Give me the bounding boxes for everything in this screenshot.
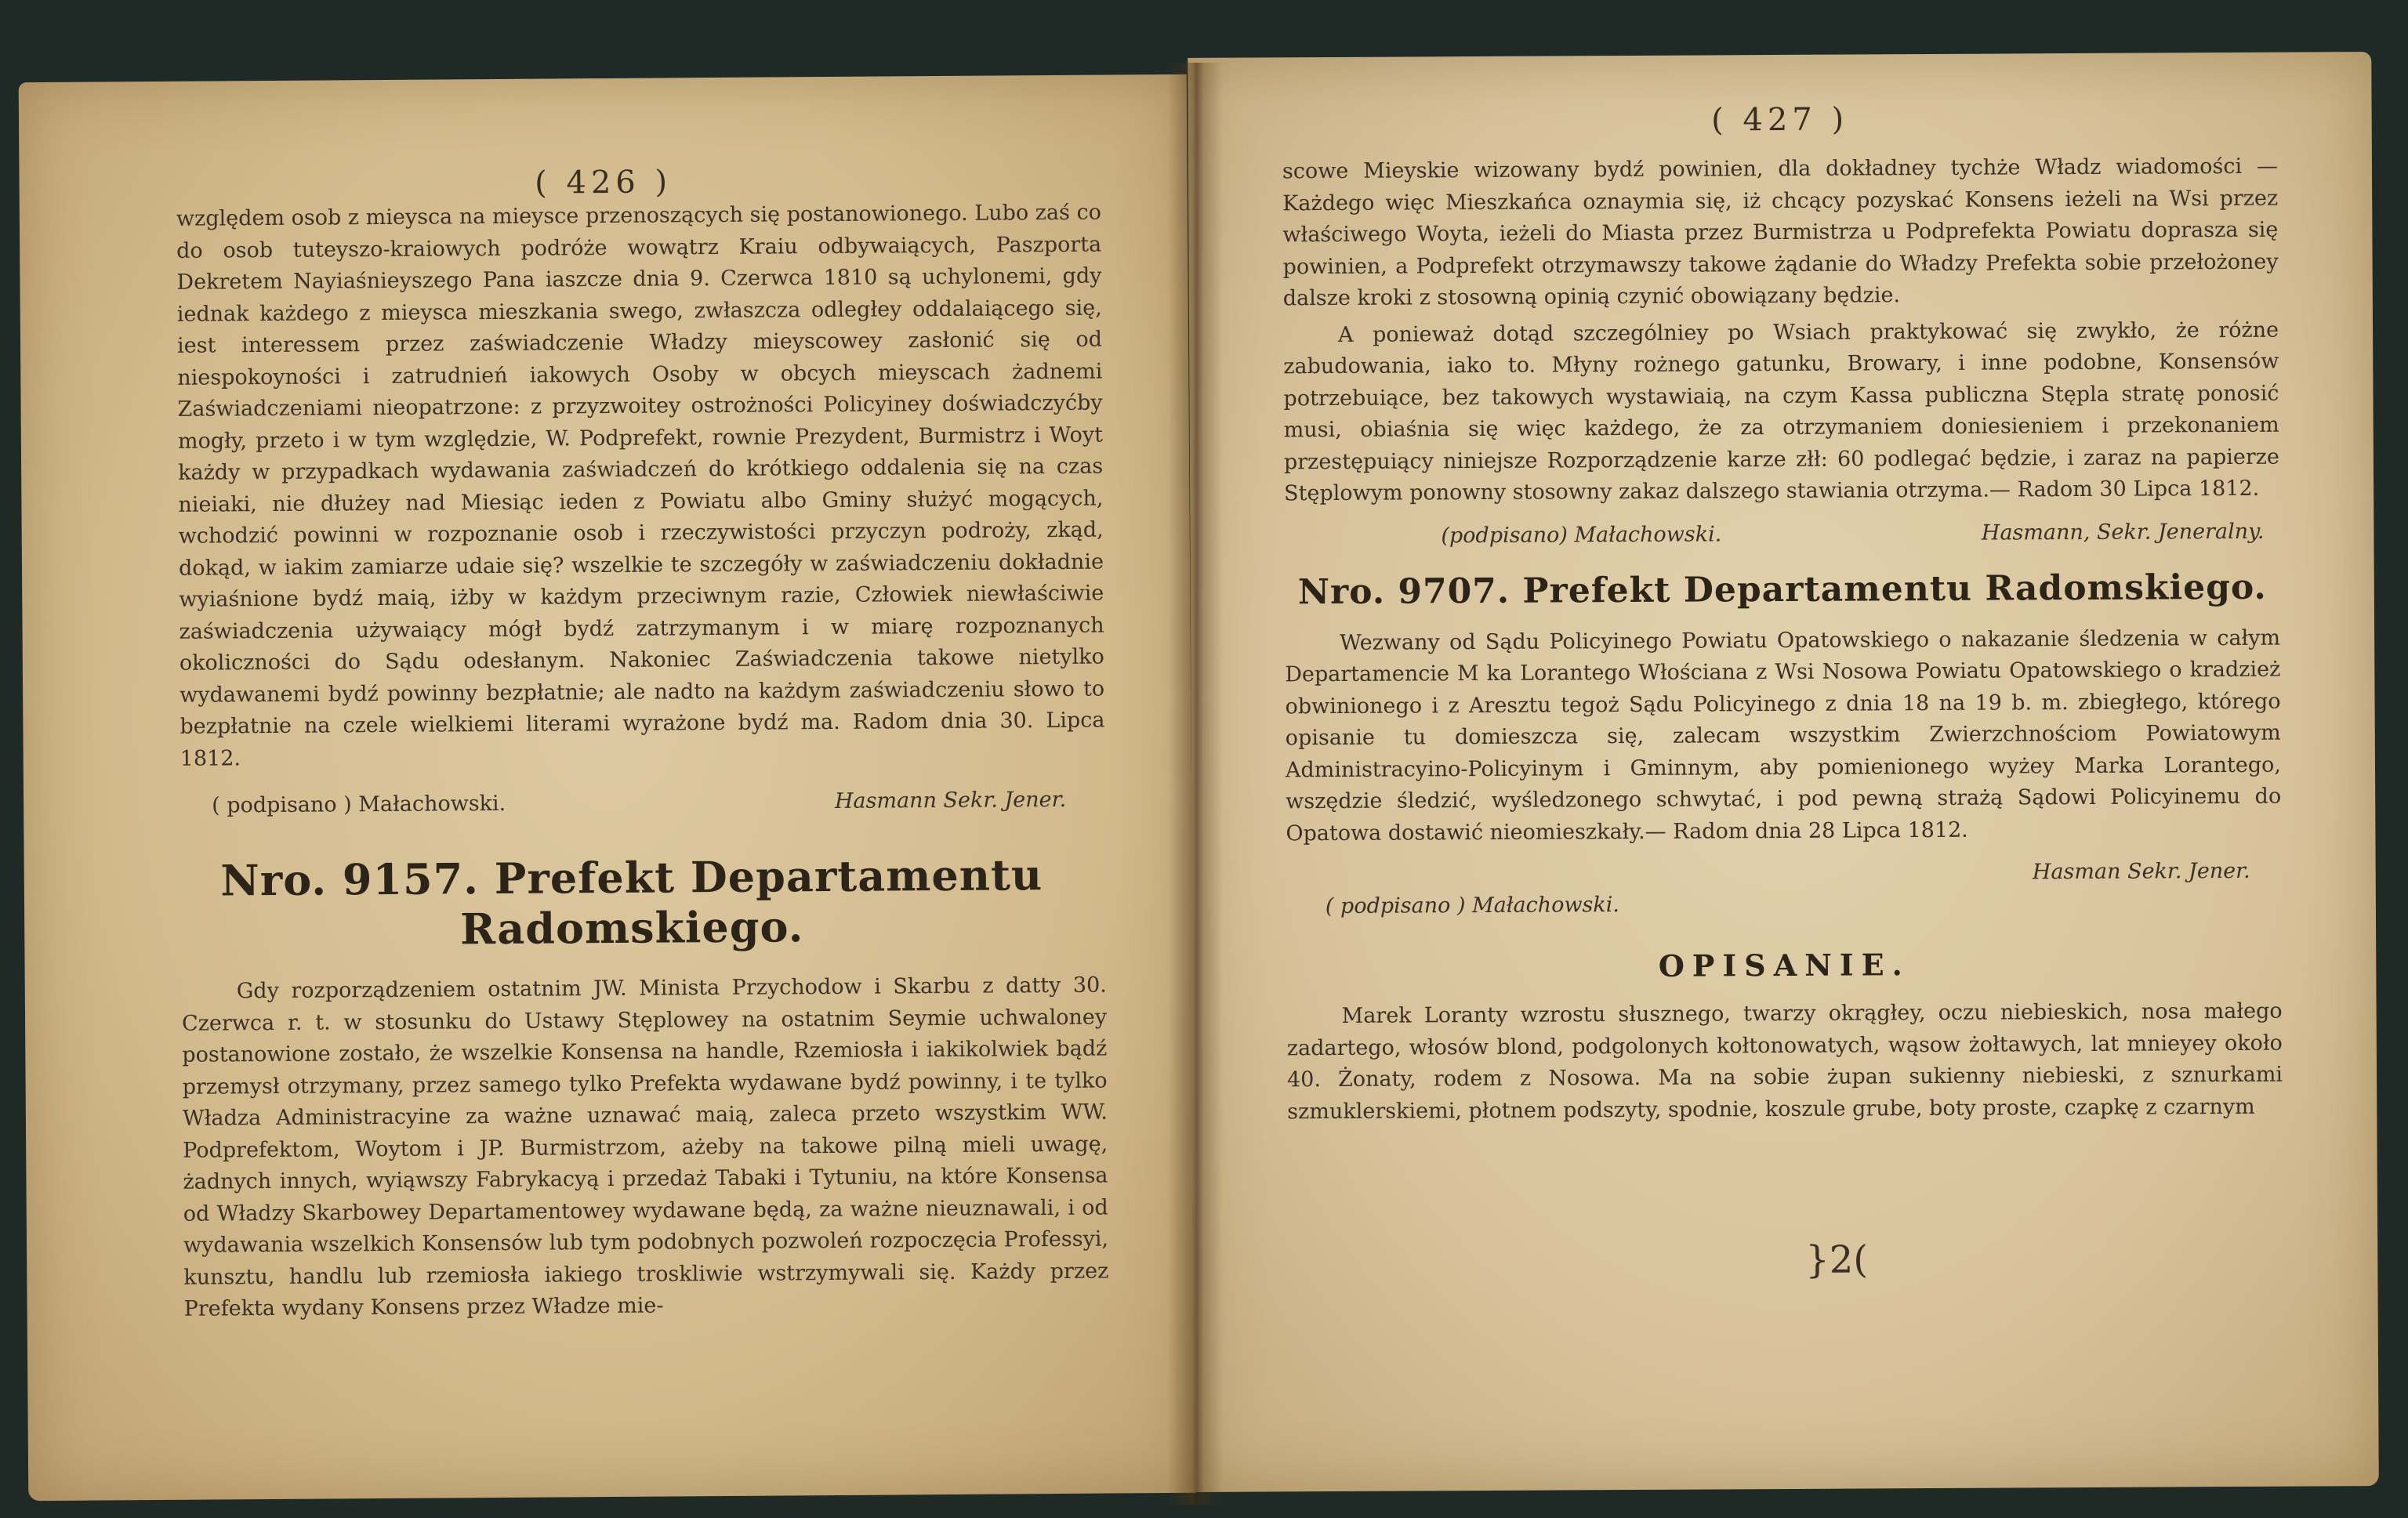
paragraph: A ponieważ dotąd szczególniey po Wsiach praktykować się zwykło, że różne zabudowania, iako to. Młyny rożnego gatunku, Browary, i inne podobne, Konsensów potrzebuiące, bez takowych wystawiaią, na czym Kassa publiczna Stępla stratę ponosić musi, obiaśnia się więc każdego, że za otrzymaniem doniesieniem i przekonaniem przestępuiący niniejsze Rozporządzenie karze złł: 60 podlegać będzie, i zaraz na papierze Stęplowym ponowny stosowny zakaz dalszego stawiania otrzyma.— Radom 30 Lipca 1812. xyxy=(1283,317,2279,506)
paragraph: Wezwany od Sądu Policyinego Powiatu Opatowskiego o nakazanie śledzenia w całym Departamencie M ka Lorantego Włościana z Wsi Nosowa Powiatu Opatowskiego o kradzież obwinionego i z Aresztu tegoż Sądu Policyinego z dnia 18 na 19 b. m. zbiegłego, którego opisanie tu domieszcza się, zalecam wszystkim Zwierzchnościom Powiatowym Administracyino-Policyinym i Gminnym, aby pomienionego wyżey Marka Lorantego, wszędzie śledzić, wyśledzonego schwytać, i pod pewną strażą Sądowi Policyinemu do Opatowa dostawić nieomieszkały.— Radom dnia 28 Lipca 1812. xyxy=(1285,625,2282,846)
catchword: }2( xyxy=(1805,1237,1869,1282)
signature-line xyxy=(24,768,1191,819)
signature-signed: ( podpisano ) Małachowski. xyxy=(212,791,506,818)
page-body xyxy=(1193,995,2377,1129)
decree-heading: Nro. 9707. Prefekt Departamentu Radomskiego. xyxy=(1297,567,2267,612)
signature-secretary: Hasmann, Sekr. Jeneralny. xyxy=(1981,519,2265,545)
section-title: OPISANIE. xyxy=(1658,947,1910,984)
signature-line xyxy=(1192,844,2376,889)
page-body xyxy=(25,969,1195,1327)
signature-line xyxy=(1190,505,2374,549)
paragraph: Marek Loranty wzrostu słusznego, twarzy okrągłey, oczu niebieskich, nosa małego zadartego, włosów blond, podgolonych kołtonowatych, wąsow żołtawych, lat mnieyey około 40. Żonaty, rodem z Nosowa. Ma na sobie żupan sukienny niebieski, z sznurkami szmuklerskiemi, płotnem podszyty, spodnie, koszule grube, boty proste, czapkę z czarnym xyxy=(1286,998,2283,1124)
signature-secretary: Hasman Sekr. Jener. xyxy=(2032,858,2250,885)
decree-heading: Nro. 9157. Prefekt Departamentu Radomskiego. xyxy=(220,850,1043,955)
left-page xyxy=(19,74,1197,1501)
paragraph: Gdy rozporządzeniem ostatnim JW. Minista Przychodow i Skarbu z datty 30. Czerwca r. t. w stosunku do Ustawy Stęplowey na ostatnim Seymie uchwaloney postanowione zostało, że wszelkie Konsensa na handle, Rzemiosła i iakikolwiek bądź przemysł otrzymany, przez samego tylko Prefekta wydawane bydź powinny, i te tylko Władza Administracyine za ważne uznawać maią, zaleca przeto wszystkim WW. Podprefektom, Woytom i JP. Burmistrzom, ażeby na takowe pilną mieli uwagę, żadnych innych, wyiąwszy Fabrykacyą i przedaż Tabaki i Tytuniu, na które Konsensa od Władzy Skarbowey Departamentowey wydawane będą, za ważne nieuznawali, i od wydawania wszelkich Konsensów lub tym podobnych pozwoleń rozpoczęcia Professyi, kunsztu, handlu lub rzemiosła iakiego troskliwie wstrzymywali się. Każdy przez Prefekta wydany Konsens przez Władze mie- xyxy=(181,973,1109,1321)
paragraph: względem osob z mieysca na mieysce przenoszących się postanowionego. Lubo zaś co do osob tuteyszo-kraiowych podróże wowątrz Kraiu odbywaiących, Paszporta Dekretem Nayiaśnieyszego Pana iaszcze dnia 9. Czerwca 1810 są uchylonemi, gdy iednak każdego z mieysca mieszkania swego, zwłaszcza odległey oddalaiącego się, iest interessem przez zaświadczenie Władzy mieyscowey zasłonić się od niespokoyności i zatrudnień iakowych Osoby w obcych mieyscach żadnemi Zaświadczeniami nieopatrzone: z przyzwoitey ostrożności Policyiney doświadczyćby mogły, przeto i w tym względzie, W. Podprefekt, rownie Prezydent, Burmistrz i Woyt każdy w przypadkach wydawania zaświadczeń do krótkiego oddalenia się na czas nieiaki, nie dłużey nad Miesiąc ieden z Powiatu albo Gminy służyć mogących, wchodzić powinni w rozpoznanie osob i rzeczywistości przyczyn podroży, zkąd, dokąd, w iakim zamiarze udaie się? wszelkie te szczegóły w zaświadczeniu dokładnie wyiaśnione bydź maią, iżby w każdym przeciwnym razie, Człowiek niewłaściwie zaświadczenia używaiący mógł bydź zatrzymanym i w miarę rozpoznanych okoliczności do Sądu odesłanym. Nakoniec Zaświadczenia takowe nietylko wydawanemi bydź powinny bezpłatnie; ale nadto na każdym zaświadczeniu słowo to bezpłatnie na czele wielkiemi literami wyrażone bydź ma. Radom dnia 30. Lipca 1812. xyxy=(176,200,1105,771)
right-page xyxy=(1188,52,2379,1492)
signature-line xyxy=(1192,882,2376,919)
page-number: ( 427 ) xyxy=(1711,101,1849,139)
signature-signed: ( podpisano ) Małachowski. xyxy=(1325,893,1620,919)
signature-signed: (podpisano) Małachowski. xyxy=(1441,521,1722,548)
page-body xyxy=(1191,622,2375,850)
paragraph: scowe Mieyskie wizowany bydź powinien, dla dokładney tychże Władz wiadomości — Każdego więc Mieszkańca oznaymia się, iż chcący pozyskać Konsens ieżeli na Wsi przez właściwego Woyta, ieżeli do Miasta przez Burmistrza u Podprefekta Powiatu doprasza się powinien, a Podprefekt otrzymawszy takowe żądanie do Władzy Prefekta sobie przełożoney dalsze kroki z stosowną opinią czynić obowiązany będzie. xyxy=(1282,154,2279,311)
page-body xyxy=(1188,150,2374,510)
page-number: ( 426 ) xyxy=(534,164,673,201)
signature-secretary: Hasmann Sekr. Jener. xyxy=(834,787,1067,813)
page-body xyxy=(20,197,1191,776)
